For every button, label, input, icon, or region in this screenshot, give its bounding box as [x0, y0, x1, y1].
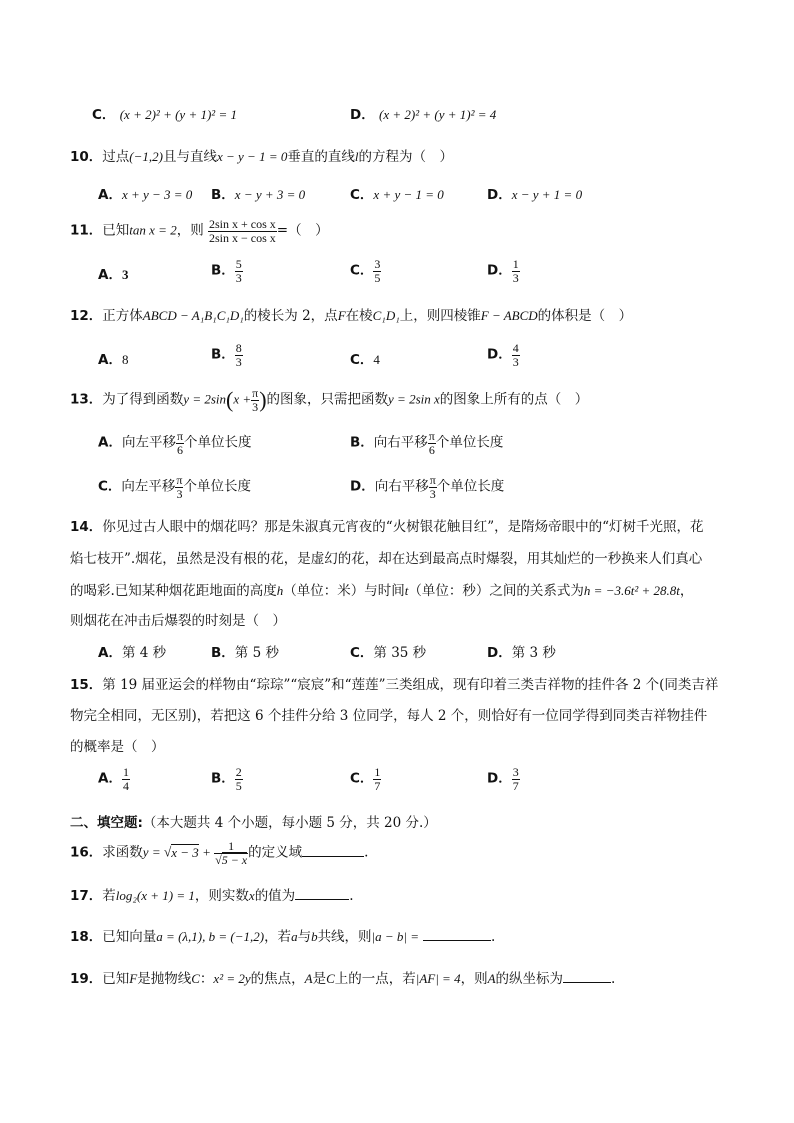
option-text: 个单位长度 [435, 434, 504, 451]
fraction-denominator: 7 [374, 778, 381, 793]
math-expr: x + [233, 391, 252, 407]
question-text: . [349, 888, 354, 904]
q15-option-a [98, 766, 130, 792]
option-letter: D． [487, 346, 512, 363]
fraction [512, 766, 520, 792]
q9-option-d [350, 107, 496, 123]
math-expr: F [129, 971, 138, 986]
fraction-numerator: π [176, 429, 184, 443]
fraction [512, 342, 520, 368]
math-expr: |a − b| = [371, 929, 420, 944]
math-expr: C₁D₁ [372, 308, 400, 323]
option-expr: (x + 2)² + (y + 1)² = 1 [119, 107, 237, 122]
question-text: 是 [312, 971, 327, 987]
math-expr: y = 2sin [183, 391, 227, 407]
option-text: 第 5 秒 [234, 645, 279, 661]
option-expr: x − y + 1 = 0 [511, 187, 583, 202]
fraction-numerator: π [252, 386, 259, 401]
q10-option-c [350, 187, 444, 203]
math-expr: h [276, 583, 284, 598]
section-heading [70, 815, 437, 831]
question-text: 的图象上所有的点（ ） [439, 391, 589, 408]
q15-option-d [487, 766, 520, 792]
fraction [235, 766, 243, 792]
option-letter: C． [350, 770, 374, 787]
section-note: （本大题共 4 个小题，每小题 5 分，共 20 分.） [142, 815, 437, 831]
fraction [176, 430, 184, 456]
question-13 [70, 387, 588, 413]
math-expr: y = 2sin x [388, 391, 440, 407]
question-18 [70, 928, 495, 945]
math-expr: h = −3.6t² + 28.8t [583, 583, 680, 598]
option-text: 个单位长度 [184, 434, 252, 451]
option-expr: 8 [121, 352, 129, 367]
fraction [512, 258, 520, 284]
option-letter: B． [211, 770, 235, 787]
question-text: 过点 [102, 149, 130, 165]
option-text: 个单位长度 [436, 478, 505, 495]
option-letter: B． [211, 645, 235, 661]
question-text: ，则 [176, 222, 204, 239]
q15-option-c [350, 766, 381, 792]
option-text: 向左平移 [121, 434, 176, 451]
question-text: 且与直线 [162, 149, 217, 165]
question-14-line3 [70, 583, 693, 599]
option-letter: A． [98, 267, 122, 283]
fraction-denominator: 3 [176, 486, 183, 501]
question-text: 你见过古人眼中的烟花吗？那是朱淑真元宵夜的“火树银花触目红”，是隋炀帝眼中的“灯树千光照，花 [102, 519, 704, 535]
question-text: ，若 [264, 929, 292, 945]
q14-option-a [98, 645, 166, 661]
q11-option-a [98, 267, 128, 283]
question-text: 焰七枝开”.烟花，虽然是没有根的花，是虚幻的花，却在达到最高点时爆裂，用其灿烂的一秒换来人们真心 [70, 551, 703, 567]
question-text: 正方体 [102, 308, 143, 324]
math-expr: tan x = 2 [129, 222, 177, 238]
math-expr: x² = 2y [213, 971, 251, 986]
answer-blank[interactable] [295, 887, 349, 900]
question-number: 10． [70, 149, 103, 165]
fraction-numerator: π [176, 473, 183, 487]
fraction-numerator: 3 [512, 765, 519, 779]
q9-option-c [92, 107, 237, 123]
fraction-denominator: 3 [235, 270, 242, 285]
fraction-denominator: 3 [429, 486, 436, 501]
fraction-denominator: 6 [428, 442, 435, 457]
option-letter: B． [350, 434, 374, 451]
q12-option-d [487, 342, 520, 368]
fraction-denominator: 6 [176, 442, 183, 457]
fraction-numerator: 1 [214, 840, 248, 854]
math-expr: y = [142, 844, 164, 860]
fraction-denominator: 5 [374, 270, 381, 285]
fraction-numerator: 4 [512, 341, 519, 355]
answer-blank[interactable] [423, 928, 491, 941]
math-expr: x − y − 1 = 0 [216, 149, 288, 164]
fraction-denominator: 5 [235, 778, 242, 793]
question-number: 11． [70, 222, 103, 239]
fraction-denominator: 3 [512, 354, 519, 369]
option-letter: B． [211, 187, 235, 203]
question-text: ，则实数 [194, 888, 249, 904]
q14-option-b [211, 645, 279, 661]
fraction [251, 387, 259, 413]
option-letter: A． [98, 770, 122, 787]
question-14-line2 [70, 551, 702, 567]
math-expr: a = (λ,1), b = (−1,2) [156, 929, 265, 944]
math-expr: (−1,2) [129, 149, 163, 164]
answer-blank[interactable] [563, 970, 611, 983]
fraction-denominator: 4 [122, 778, 129, 793]
question-text: 的体积是（ ） [537, 308, 633, 324]
question-17 [70, 887, 353, 904]
option-letter: A． [98, 187, 122, 203]
question-text: 则烟花在冲击后爆裂的时刻是（ ） [70, 613, 286, 629]
option-expr: x − y + 3 = 0 [234, 187, 306, 202]
math-expr: F − ABCD [480, 308, 538, 323]
math-expr: + [198, 844, 215, 860]
question-15-line2 [70, 708, 707, 724]
question-text: . [611, 971, 616, 987]
fraction-denominator: 3 [252, 399, 259, 414]
question-text: 上的一点，若 [334, 971, 416, 987]
fraction [208, 218, 277, 244]
fraction [214, 840, 248, 866]
section-title: 二、填空题: [70, 815, 143, 831]
question-text: 第 19 届亚运会的样物由“琮琮”“宸宸”和“莲莲”三类组成，现有印着三类吉祥物的挂件各 2 个(同类吉祥 [102, 677, 719, 693]
question-text: 垂直的直线 [287, 149, 355, 165]
fraction-denominator: √5 − x [215, 852, 248, 867]
math-expr: b [311, 929, 318, 944]
fraction-numerator: 2sin x + cos x [209, 217, 276, 231]
question-14-line4 [70, 613, 286, 629]
fraction [235, 342, 243, 368]
option-text: 第 35 秒 [373, 645, 427, 661]
option-letter: A． [98, 352, 122, 368]
math-expr: t [404, 583, 409, 598]
option-text: 向左平移 [121, 478, 176, 495]
option-letter: C． [98, 478, 122, 495]
question-15-line1 [70, 677, 718, 693]
option-text: 向右平移 [373, 434, 428, 451]
option-text: 第 4 秒 [121, 645, 167, 661]
q11-option-b [211, 258, 243, 284]
fraction-numerator: 1 [374, 765, 381, 779]
math-expr: C [191, 971, 200, 986]
paren-close: ) [259, 387, 267, 412]
fraction-numerator: 1 [122, 765, 129, 779]
option-letter: D． [487, 770, 512, 787]
q13-option-a [98, 430, 252, 456]
question-number: 12． [70, 308, 103, 324]
question-number: 14． [70, 519, 103, 535]
fraction [373, 258, 381, 284]
question-number: 18． [70, 929, 103, 945]
option-expr: x + y − 1 = 0 [373, 187, 444, 202]
q10-option-a [98, 187, 192, 203]
fraction [429, 474, 437, 500]
math-expr: log₂(x + 1) = 1 [115, 888, 195, 903]
fraction-numerator: π [428, 429, 435, 443]
option-letter: D． [487, 187, 512, 203]
option-letter: B． [211, 262, 235, 279]
question-text: 求函数 [102, 844, 143, 861]
question-text: =（ ） [276, 222, 329, 239]
question-text: 的图象，只需把函数 [266, 391, 389, 408]
question-text: ，则 [460, 971, 488, 987]
question-14-line1 [70, 519, 704, 535]
sqrt-sign: √ [163, 844, 172, 860]
q14-option-c [350, 645, 426, 661]
question-text: 的棱长为 2，点 [243, 308, 338, 324]
question-number: 16． [70, 844, 103, 861]
fraction-numerator: 5 [235, 257, 242, 271]
q12-option-b [211, 342, 243, 368]
fraction-numerator: 3 [374, 257, 381, 271]
question-text: （单位：秒）之间的关系式为 [408, 583, 584, 599]
question-19 [70, 970, 615, 987]
option-text: 个单位长度 [183, 478, 251, 495]
question-text: ： [199, 971, 214, 987]
option-expr: x + y − 3 = 0 [121, 187, 193, 202]
question-10 [70, 149, 453, 165]
math-expr: ABCD − A₁B₁C₁D₁ [142, 308, 244, 323]
question-15-line3 [70, 739, 165, 755]
math-expr: A [304, 971, 313, 986]
question-text: 已知 [102, 222, 130, 239]
question-text: 上，则四棱锥 [399, 308, 481, 324]
fraction [122, 766, 130, 792]
question-text: ， [679, 583, 694, 599]
q13-option-b [350, 430, 503, 456]
paren-open: ( [226, 387, 234, 412]
question-text: 的焦点， [250, 971, 305, 987]
option-text: 向右平移 [374, 478, 429, 495]
math-expr: x − 3 [171, 844, 199, 860]
q14-option-d [487, 645, 556, 661]
question-text: （单位：米）与时间 [283, 583, 405, 599]
math-expr: x [248, 888, 255, 903]
option-expr: 4 [373, 352, 380, 367]
math-expr: C [326, 971, 335, 986]
question-text: 物完全相同，无区别)，若把这 6 个挂件分给 3 位同学，每人 2 个，则恰好有一位同学得到同类吉祥物挂件 [70, 708, 708, 724]
option-expr: (x + 2)² + (y + 1)² = 4 [379, 107, 497, 122]
option-expr: 3 [121, 267, 129, 282]
option-letter: B． [211, 346, 235, 363]
answer-blank[interactable] [302, 844, 364, 857]
option-letter: D． [487, 262, 512, 279]
q12-option-c [350, 352, 380, 368]
q11-option-c [350, 258, 381, 284]
question-text: 的定义域 [248, 844, 303, 861]
sqrt-radicand: 5 − x [221, 852, 248, 867]
question-16 [70, 840, 368, 866]
question-text: 的值为 [254, 888, 296, 904]
q12-option-a [98, 352, 128, 368]
option-text: 第 3 秒 [511, 645, 556, 661]
q10-option-b [211, 187, 305, 203]
question-text: 为了得到函数 [102, 391, 184, 408]
option-letter: C． [92, 107, 116, 123]
fraction-denominator: 2sin x − cos x [209, 230, 276, 245]
question-text: 在棱 [345, 308, 373, 324]
q11-option-d [487, 258, 520, 284]
option-letter: D． [350, 478, 375, 495]
option-letter: A． [98, 645, 122, 661]
fraction-numerator: π [429, 473, 436, 487]
q15-option-b [211, 766, 243, 792]
question-text: 是抛物线 [137, 971, 192, 987]
question-11 [70, 218, 329, 244]
math-expr: l [354, 149, 359, 164]
option-letter: C． [350, 262, 374, 279]
option-letter: C． [350, 645, 374, 661]
q10-option-d [487, 187, 582, 203]
fraction [428, 430, 436, 456]
question-number: 13． [70, 391, 103, 408]
q13-option-d [350, 474, 504, 500]
question-text: 已知 [102, 971, 130, 987]
option-letter: D． [487, 645, 512, 661]
q13-option-c [98, 474, 251, 500]
option-letter: D． [350, 107, 375, 123]
question-text: 的方程为（ ） [358, 149, 453, 165]
fraction [373, 766, 381, 792]
question-text: 的喝彩.已知某种烟花距地面的高度 [70, 583, 277, 599]
question-text: 共线，则 [317, 929, 372, 945]
question-12 [70, 308, 632, 324]
fraction-denominator: 7 [512, 778, 519, 793]
math-expr: |AF| = 4 [415, 971, 461, 986]
option-letter: C． [350, 352, 374, 368]
question-number: 19． [70, 971, 103, 987]
math-expr: F [337, 308, 346, 323]
math-expr: A [487, 971, 496, 986]
question-number: 17． [70, 888, 103, 904]
fraction-numerator: 1 [512, 257, 519, 271]
fraction [235, 258, 243, 284]
question-text: 的纵坐标为 [495, 971, 564, 987]
question-number: 15． [70, 677, 103, 693]
question-text: 与 [297, 929, 312, 945]
question-text: . [491, 929, 496, 945]
fraction-numerator: 8 [235, 341, 242, 355]
math-expr: a [291, 929, 298, 944]
question-text: 的概率是（ ） [70, 739, 165, 755]
fraction-numerator: 2 [235, 765, 242, 779]
question-text: . [364, 844, 369, 861]
fraction-denominator: 3 [512, 270, 519, 285]
question-text: 若 [102, 888, 116, 904]
question-text: 已知向量 [102, 929, 157, 945]
option-letter: C． [350, 187, 374, 203]
fraction-denominator: 3 [235, 354, 242, 369]
option-letter: A． [98, 434, 122, 451]
